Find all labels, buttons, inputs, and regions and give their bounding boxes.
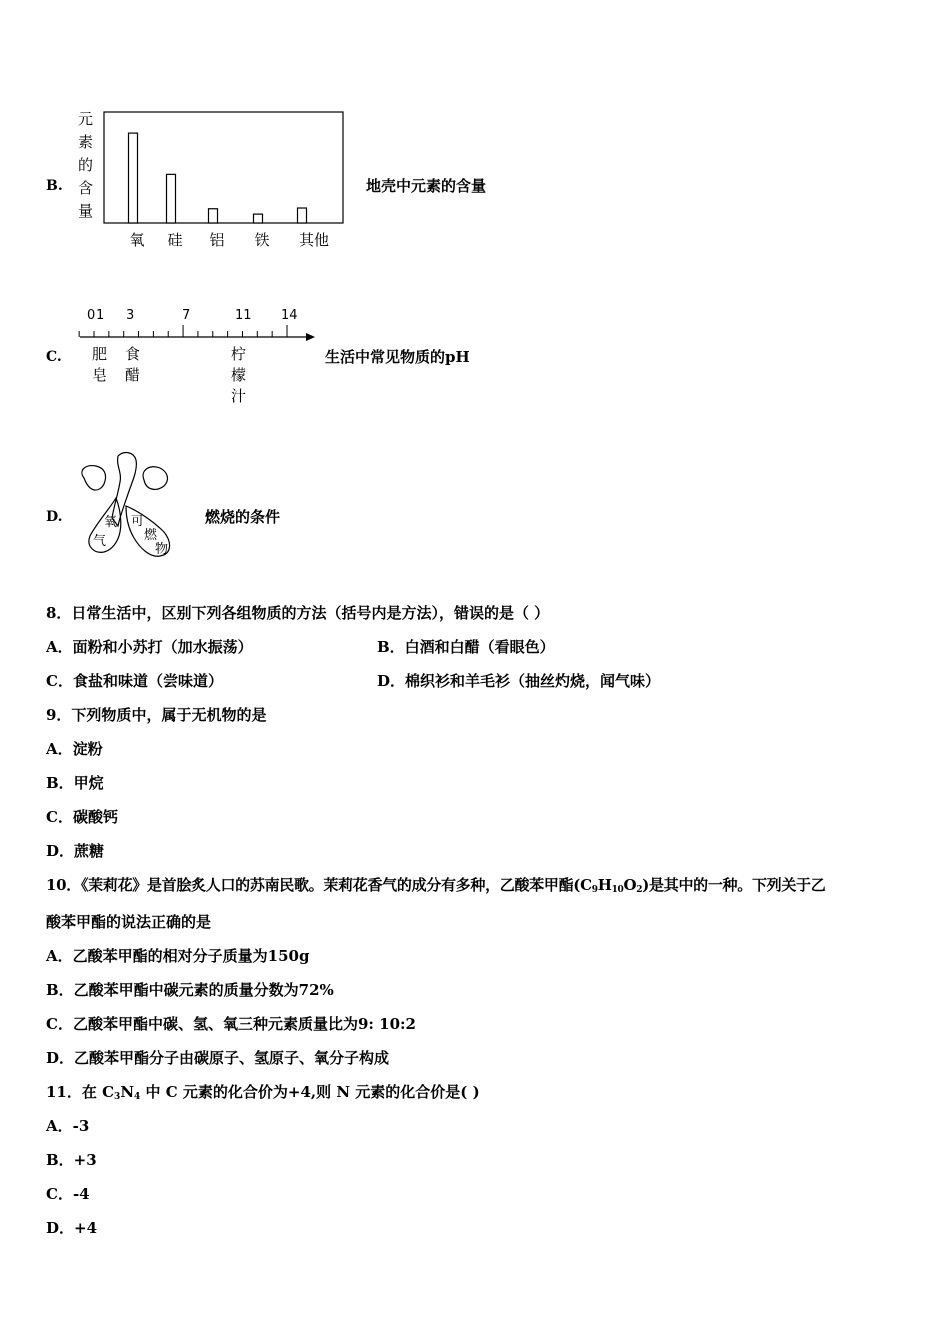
ylabel-char: 素: [78, 133, 94, 151]
q11-option-c: C．-4: [46, 1185, 90, 1203]
q10-option-a: A．乙酸苯甲酯的相对分子质量为150g: [46, 947, 310, 965]
x-tick-label: 氧: [129, 231, 145, 249]
q9-option-d: D．蔗糖: [46, 842, 105, 860]
fire-diagram: [0, 0, 950, 570]
option-c-label: C.: [46, 349, 62, 365]
x-tick-label: 铁: [254, 231, 270, 249]
ph-item-char: 醋: [125, 366, 141, 384]
q9-stem: 9．下列物质中，属于无机物的是: [46, 706, 267, 724]
q8-option-b: B．白酒和白醋（看眼色）: [377, 638, 555, 656]
fuel-char: 可: [131, 514, 145, 529]
ph-item-char: 食: [125, 345, 141, 363]
q11-option-d: D．+4: [46, 1219, 98, 1237]
ph-tick-label: 7: [182, 308, 191, 323]
ph-item-char: 汁: [231, 387, 247, 405]
ph-tick-label: 11: [235, 308, 252, 323]
x-tick-label: 其他: [299, 231, 330, 249]
q9-option-b: B．甲烷: [46, 774, 104, 792]
q11-option-a: A．-3: [46, 1117, 90, 1135]
ylabel-char: 元: [78, 110, 94, 128]
q10-stem-part2: )是其中的一种。下列关于乙: [642, 876, 826, 894]
ph-item-char: 肥: [92, 345, 108, 363]
q9-option-a: A．淀粉: [46, 740, 103, 758]
ph-item-char: 檬: [231, 366, 247, 384]
ph-tick-label: 0: [87, 308, 96, 323]
x-tick-label: 铝: [209, 231, 225, 249]
q10-formula: $C_9H_{10}O_2$: [580, 876, 643, 895]
ph-tick-label: 1: [96, 308, 105, 323]
fire-left-drop: [82, 466, 106, 490]
q8-stem: 8．日常生活中，区别下列各组物质的方法（括号内是方法），错误的是（ ）: [46, 604, 550, 622]
fuel-char: 燃: [144, 528, 158, 543]
figure-b-caption: 地壳中元素的含量: [366, 177, 487, 195]
fuel-char: 物: [155, 542, 169, 557]
ylabel-char: 含: [78, 179, 94, 197]
x-tick-label: 硅: [167, 231, 183, 249]
ylabel-char: 的: [78, 156, 94, 174]
ph-tick-label: 14: [281, 308, 298, 323]
oxygen-char: 氧: [104, 515, 118, 530]
oxygen-char: 气: [93, 534, 107, 549]
q10-option-c: C．乙酸苯甲酯中碳、氢、氧三种元素质量比为9: 10:2: [46, 1015, 416, 1033]
ph-item-char: 柠: [231, 345, 247, 363]
ph-tick-label: 3: [126, 308, 135, 323]
ph-item-char: 皂: [92, 366, 108, 384]
q10-option-d: D．乙酸苯甲酯分子由碳原子、氢原子、氧分子构成: [46, 1049, 390, 1067]
option-b-label: B.: [46, 178, 63, 194]
q9-option-c: C．碳酸钙: [46, 808, 118, 826]
q8-option-c: C．食盐和味道（尝味道）: [46, 672, 223, 690]
figure-c-caption: 生活中常见物质的pH: [325, 348, 470, 366]
q8-option-d: D．棉织衫和羊毛衫（抽丝灼烧，闻气味）: [377, 672, 661, 690]
ylabel-char: 量: [78, 202, 94, 220]
q10-stem: [46, 876, 825, 899]
q10-option-b: B．乙酸苯甲酯中碳元素的质量分数为72%: [46, 981, 334, 999]
fire-right-drop: [143, 467, 167, 490]
figure-d-caption: 燃烧的条件: [205, 508, 281, 526]
q11-option-b: B．+3: [46, 1151, 97, 1169]
q11-stem: 11．在 $C_3N_4$ 中 C 元素的化合价为+4,则 N 元素的化合价是( ): [46, 1083, 480, 1102]
q8-option-a: A．面粉和小苏打（加水振荡）: [46, 638, 253, 656]
q10-stem-line2: 酸苯甲酯的说法正确的是: [46, 913, 212, 931]
q10-stem-part1: 10．《茉莉花》是首脍炙人口的苏南民歌。茉莉花香气的成分有多种，乙酸苯甲酯(: [46, 876, 581, 894]
option-d-label: D.: [46, 509, 63, 525]
